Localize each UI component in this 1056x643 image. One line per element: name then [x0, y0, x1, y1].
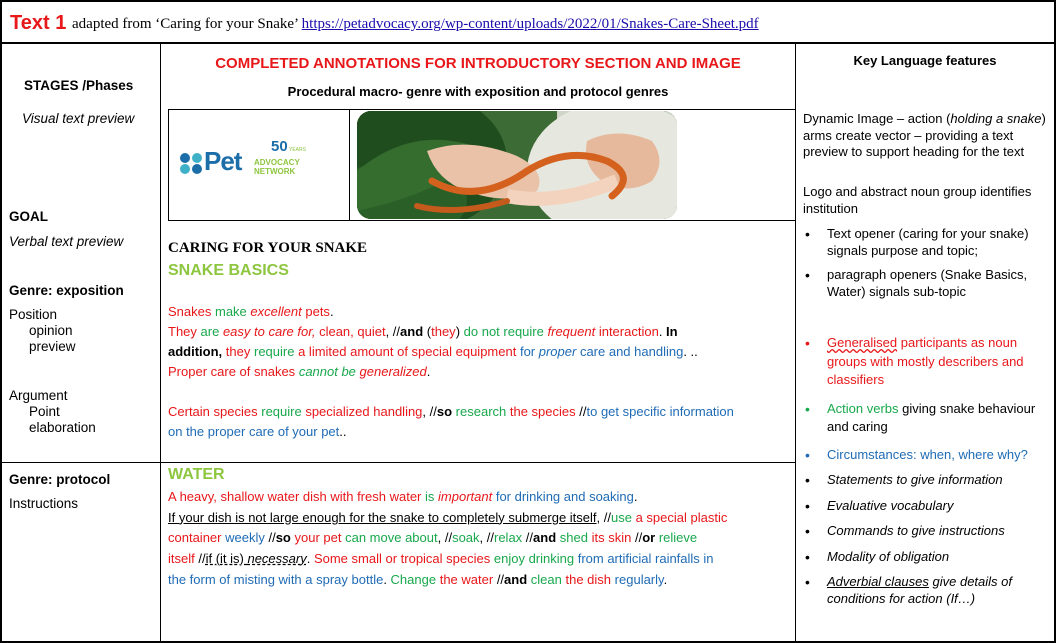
title-row: [0, 0, 1056, 44]
instructions-label: Instructions: [9, 496, 79, 511]
adapted-text: adapted from ‘Caring for your Snake’: [72, 16, 298, 32]
snake-basics-body: Snakes make excellent pets. They are easy to care for, clean, quiet, //and (they) do not require frequent interaction. In addition, they require a limited amount of special equipment for proper care and handling. .. Proper care of snakes cannot be generalized. Certain species require specialized handling, //so research the species //to get specific information on the proper care of your pet..: [168, 304, 734, 439]
feature-adverbial: • Adverbial clauses give details of conditions for action (If…): [805, 574, 1013, 606]
text-label: Text 1: [10, 12, 67, 34]
feature-commands: • Commands to give instructions: [805, 523, 1005, 539]
logo-network: NETWORK: [254, 167, 296, 176]
feature-modality: • Modality of obligation: [805, 548, 950, 565]
source-link[interactable]: https://petadvocacy.org/wp-content/uploads/2022/01/Snakes-Care-Sheet.pdf: [301, 16, 759, 32]
opinion-label: opinion: [29, 323, 73, 338]
feature-paragraph-openers: • paragraph openers (Snake Basics, Water) signals sub-topic: [805, 267, 1028, 299]
visual-preview-label: Visual text preview: [22, 111, 135, 126]
feature-circumstances: • Circumstances: when, where why?: [805, 446, 1028, 463]
goal-label: GOAL: [9, 209, 48, 224]
snake-photo: [357, 111, 677, 219]
stages-heading: STAGES /Phases: [24, 78, 134, 93]
pet-advocacy-logo: [178, 140, 308, 180]
logo-pet-text: Pet: [204, 146, 242, 176]
left-column: [8, 78, 158, 127]
position-label: Position: [9, 307, 58, 322]
genre-exposition-label: Genre: exposition: [9, 283, 124, 298]
feature-participants: • Generalised participants as noun groups with mostly describers and classifiers: [805, 335, 1024, 387]
water-heading: WATER: [168, 466, 225, 483]
water-body: A heavy, shallow water dish with fresh water is important for drinking and soaking. If your dish is not large enough for the snake to completely submerge itself, //use a special plastic container weekly //so your pet can move about, //soak, //relax //and shed its skin //or relieve itself //if (it is) necessary. Some small or tropical species enjoy drinking from artificial rainfalls in the form of misting with a spray bottle. Change the water //and clean the dish regularly.: [168, 489, 728, 587]
network-dots-icon: [178, 150, 204, 176]
feature-evaluative: • Evaluative vocabulary: [805, 497, 954, 514]
logo-years: YEARS: [289, 147, 306, 153]
feature-statements: • Statements to give information: [805, 472, 1003, 488]
preview-label: preview: [29, 339, 76, 354]
point-label: Point: [29, 404, 60, 419]
feature-text-opener: • Text opener (caring for your snake) signals purpose and topic;: [805, 226, 1029, 258]
argument-label: Argument: [9, 388, 68, 403]
genre-subheading: Procedural macro- genre with exposition and protocol genres: [287, 84, 669, 99]
dynamic-image-note: Dynamic Image – action (holding a snake) arms create vector – providing a text preview to support heading for the text: [803, 111, 1046, 159]
verbal-preview-label: Verbal text preview: [9, 234, 124, 249]
logo-advocacy: ADVOCACY: [254, 158, 300, 167]
key-language-heading: Key Language features: [853, 53, 997, 68]
logo-fifty: 50: [271, 138, 288, 155]
feature-action-verbs: • Action verbs giving snake behaviour and caring: [805, 400, 1036, 434]
logo-note: Logo and abstract noun group identifies institution: [803, 184, 1032, 216]
genre-protocol-label: Genre: protocol: [9, 472, 111, 487]
elaboration-label: elaboration: [29, 420, 96, 435]
source-line: [72, 16, 759, 33]
annotations-heading: COMPLETED ANNOTATIONS FOR INTRODUCTORY SECTION AND IMAGE: [215, 55, 741, 72]
caring-title: CARING FOR YOUR SNAKE: [168, 240, 368, 256]
features-list: [803, 226, 1051, 607]
snake-basics-heading: SNAKE BASICS: [168, 262, 289, 279]
